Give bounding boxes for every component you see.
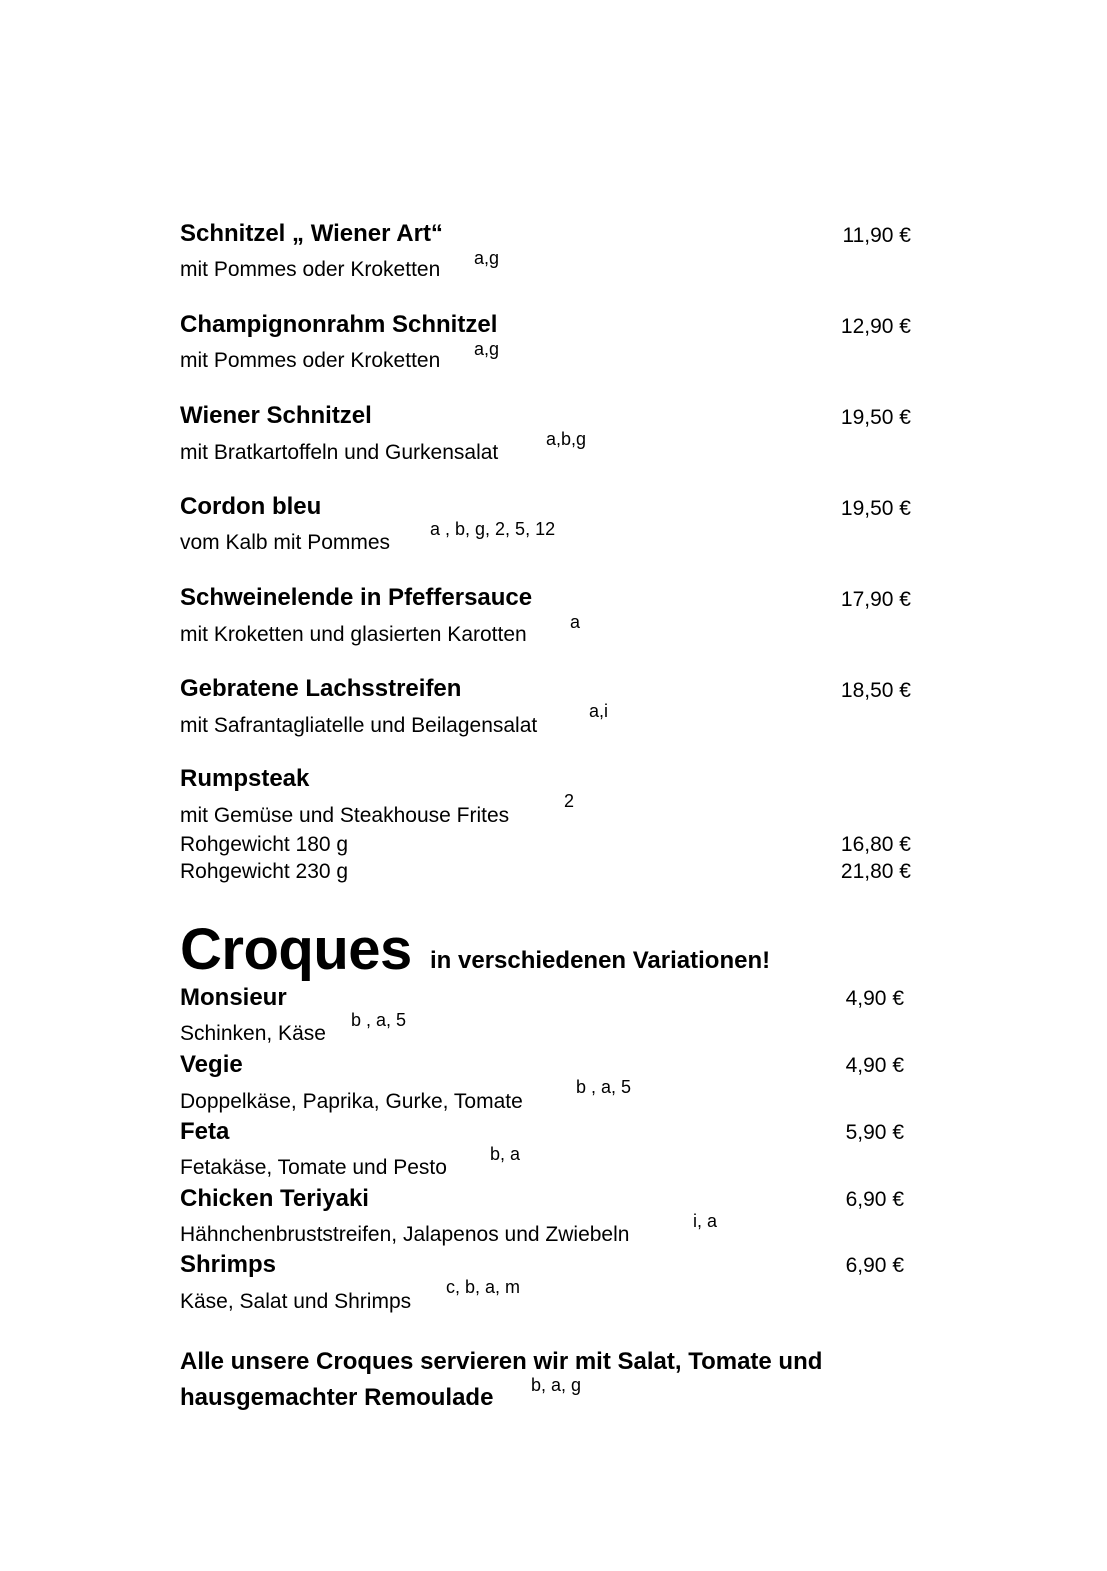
footer-note: hausgemachter Remoulade <box>180 1384 494 1411</box>
dish-description: Hähnchenbruststreifen, Jalapenos und Zwiebeln <box>180 1223 630 1246</box>
dish-title: Monsieur <box>180 984 287 1011</box>
dish-title: Champignonrahm Schnitzel <box>180 311 498 338</box>
dish-description: mit Pommes oder Kroketten <box>180 258 441 281</box>
weight-option-label: Rohgewicht 230 g <box>180 860 349 883</box>
dish-title: Vegie <box>180 1051 243 1078</box>
dish-description: mit Bratkartoffeln und Gurkensalat <box>180 441 499 464</box>
allergen-codes: a <box>570 612 581 632</box>
footer-note: Alle unsere Croques servieren wir mit Salat, Tomate und <box>180 1348 823 1375</box>
allergen-codes: c, b, a, m <box>446 1277 521 1297</box>
weight-option-price: 21,80 € <box>840 860 911 883</box>
dish-price: 11,90 € <box>842 224 911 247</box>
dish-title: Schnitzel „ Wiener Art“ <box>180 220 443 247</box>
dish-title: Gebratene Lachsstreifen <box>180 675 462 702</box>
dish-title: Shrimps <box>180 1251 277 1278</box>
allergen-codes: b, a, g <box>531 1375 582 1395</box>
dish-description: mit Pommes oder Kroketten <box>180 349 441 372</box>
dish-title: Feta <box>180 1118 230 1145</box>
allergen-codes: b , a, 5 <box>576 1077 632 1097</box>
dish-price: 4,90 € <box>845 1054 904 1077</box>
dish-description: mit Kroketten und glasierten Karotten <box>180 623 527 646</box>
allergen-codes: a,g <box>474 339 500 359</box>
section-subheading: in verschiedenen Variationen! <box>430 947 771 974</box>
weight-option-price: 16,80 € <box>840 833 911 856</box>
dish-price: 6,90 € <box>845 1188 904 1211</box>
allergen-codes: a,b,g <box>546 429 587 449</box>
allergen-codes: b , a, 5 <box>351 1010 407 1030</box>
dish-title: Cordon bleu <box>180 493 322 520</box>
allergen-codes: b, a <box>490 1144 521 1164</box>
dish-price: 6,90 € <box>845 1254 904 1277</box>
weight-option-label: Rohgewicht 180 g <box>180 833 349 856</box>
dish-title: Chicken Teriyaki <box>180 1185 369 1212</box>
allergen-codes: i, a <box>693 1211 718 1231</box>
dish-price: 19,50 € <box>840 406 911 429</box>
allergen-codes: 2 <box>564 791 575 811</box>
dish-price: 4,90 € <box>845 987 904 1010</box>
allergen-codes: a,g <box>474 248 500 268</box>
dish-description: Käse, Salat und Shrimps <box>180 1290 412 1313</box>
dish-price: 12,90 € <box>840 315 911 338</box>
allergen-codes: a , b, g, 2, 5, 12 <box>430 519 556 539</box>
allergen-codes: a,i <box>589 701 609 721</box>
section-heading: Croques <box>180 917 412 982</box>
dish-title: Schweinelende in Pfeffersauce <box>180 584 533 611</box>
dish-description: mit Gemüse und Steakhouse Frites <box>180 804 510 827</box>
dish-title: Wiener Schnitzel <box>180 402 372 429</box>
dish-price: 19,50 € <box>840 497 911 520</box>
dish-price: 17,90 € <box>840 588 911 611</box>
dish-description: Doppelkäse, Paprika, Gurke, Tomate <box>180 1090 523 1113</box>
dish-description: vom Kalb mit Pommes <box>180 531 391 554</box>
dish-description: mit Safrantagliatelle und Beilagensalat <box>180 714 538 737</box>
dish-description: Schinken, Käse <box>180 1022 326 1045</box>
dish-title: Rumpsteak <box>180 765 310 792</box>
dish-price: 18,50 € <box>840 679 911 702</box>
dish-description: Fetakäse, Tomate und Pesto <box>180 1156 447 1179</box>
dish-price: 5,90 € <box>845 1121 904 1144</box>
